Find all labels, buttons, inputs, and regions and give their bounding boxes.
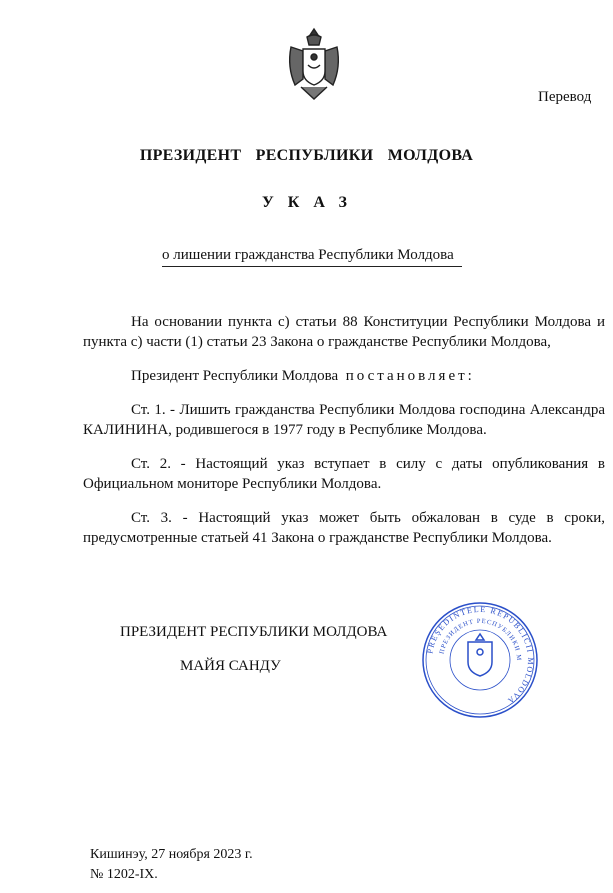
article-number: Ст. 3. - [131, 510, 188, 526]
signatory-name: МАЙЯ САНДУ [180, 658, 281, 674]
place-and-date: Кишинэу, 27 ноября 2023 г. [90, 847, 253, 862]
translation-label: Перевод [538, 89, 592, 105]
article-text: Лишить гражданства Республики Молдова господина Александра КАЛИНИНА, родившегося в 1977 году в Республике Молдова. [83, 402, 605, 438]
preamble-paragraph [83, 312, 605, 352]
article-1 [83, 400, 605, 440]
decree-number: № 1202-IX. [90, 867, 158, 882]
stamp-inner-text: ПРЕЗИДЕНТ РЕСПУБЛИКИ М [438, 617, 523, 662]
stamp-outer-text: PREŞEDINTELE REPUBLICII MOLDOVA [425, 604, 536, 706]
official-stamp [420, 600, 540, 720]
decree-body [83, 312, 605, 562]
issuer-heading: ПРЕЗИДЕНТ РЕСПУБЛИКИ МОЛДОВА [139, 147, 474, 164]
article-3 [83, 508, 605, 548]
decree-intro-text: Президент Республики Молдова [131, 368, 339, 384]
article-text: Настоящий указ вступает в силу с даты опубликования в Официальном мониторе Республики Молдова. [83, 456, 605, 492]
article-number: Ст. 2. - [131, 456, 186, 472]
article-number: Ст. 1. - [131, 402, 176, 418]
article-text: Настоящий указ может быть обжалован в суде в сроки, предусмотренные статьей 41 Закона о гражданстве Республики Молдова. [83, 510, 606, 546]
decree-verb: постановляет: [345, 368, 475, 384]
document-type-heading: УКАЗ [262, 194, 361, 211]
article-2 [83, 454, 605, 494]
decree-intro-paragraph [83, 366, 605, 386]
signature-block [0, 600, 613, 720]
signatory-title: ПРЕЗИДЕНТ РЕСПУБЛИКИ МОЛДОВА [120, 624, 388, 640]
coat-of-arms-icon [283, 25, 345, 103]
decree-subject: о лишении гражданства Республики Молдова [162, 246, 462, 267]
preamble-text: На основании пункта c) статьи 88 Конституции Республики Молдова и пункта c) части (1) статьи 23 Закона о гражданстве Республики Молдова, [83, 314, 605, 350]
signature-text [120, 622, 388, 676]
